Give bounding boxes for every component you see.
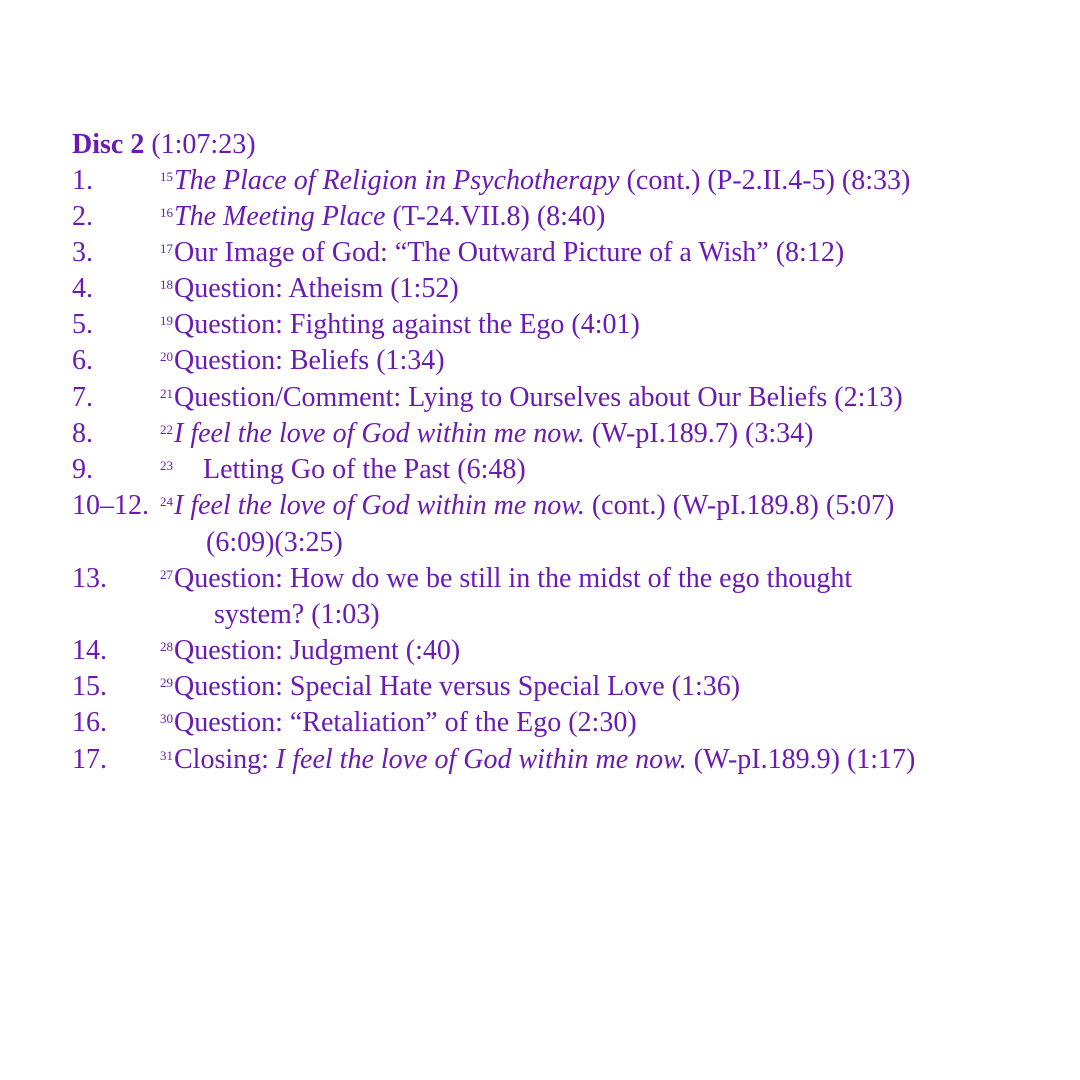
track-text bbox=[160, 562, 852, 596]
track-number: 15. bbox=[72, 671, 107, 702]
track-details: (cont.) (P-2.II.4-5) (8:33) bbox=[619, 165, 911, 196]
footnote-marker: 31 bbox=[160, 748, 173, 763]
track-title: Question/Comment: Lying to Ourselves about Our Beliefs (2:13) bbox=[174, 382, 903, 413]
track-continuation: system? (1:03) bbox=[214, 599, 380, 630]
disc-title: Disc 2 bbox=[72, 129, 145, 160]
track-title: Letting Go of the Past (6:48) bbox=[203, 454, 526, 485]
track-continuation: (6:09)(3:25) bbox=[206, 527, 343, 558]
track-number: 14. bbox=[72, 635, 107, 666]
track-title: Question: “Retaliation” of the Ego (2:30) bbox=[174, 707, 637, 738]
track-text bbox=[160, 381, 903, 415]
track-text bbox=[160, 236, 844, 270]
track-number: 8. bbox=[72, 418, 93, 449]
track-prefix: Closing: bbox=[174, 744, 276, 775]
track-number: 9. bbox=[72, 454, 93, 485]
track-number: 16. bbox=[72, 707, 107, 738]
track-title-italic: The Meeting Place bbox=[174, 201, 386, 232]
track-number: 5. bbox=[72, 309, 93, 340]
track-title: Question: Fighting against the Ego (4:01) bbox=[174, 309, 640, 340]
footnote-marker: 20 bbox=[160, 349, 173, 364]
track-number: 7. bbox=[72, 382, 93, 413]
track-title: Our Image of God: “The Outward Picture of a Wish” (8:12) bbox=[174, 237, 845, 268]
footnote-marker: 30 bbox=[160, 711, 173, 726]
track-text bbox=[160, 417, 813, 451]
track-text bbox=[160, 706, 637, 740]
footnote-marker: 16 bbox=[160, 205, 173, 220]
track-text bbox=[160, 308, 640, 342]
track-number: 2. bbox=[72, 201, 93, 232]
track-title: Question: Beliefs (1:34) bbox=[174, 345, 445, 376]
track-details: (cont.) (W-pI.189.8) (5:07) bbox=[584, 490, 895, 521]
track-text bbox=[160, 634, 460, 668]
footnote-marker: 22 bbox=[160, 422, 173, 437]
track-title-italic: I feel the love of God within me now. bbox=[174, 418, 585, 449]
track-title: Question: How do we be still in the midst of the ego thought bbox=[174, 563, 853, 594]
footnote-marker: 23 bbox=[160, 458, 173, 473]
footnote-marker: 24 bbox=[160, 494, 173, 509]
track-text bbox=[160, 453, 526, 487]
track-title: Question: Special Hate versus Special Love (1:36) bbox=[174, 671, 741, 702]
track-number: 10–12. bbox=[72, 490, 149, 521]
track-title-italic: I feel the love of God within me now. bbox=[174, 490, 585, 521]
track-text bbox=[160, 164, 910, 198]
footnote-marker: 21 bbox=[160, 386, 173, 401]
footnote-marker: 28 bbox=[160, 639, 173, 654]
footnote-marker: 18 bbox=[160, 277, 173, 292]
track-number: 6. bbox=[72, 345, 93, 376]
track-number: 1. bbox=[72, 165, 93, 196]
track-details: (T-24.VII.8) (8:40) bbox=[385, 201, 606, 232]
track-text bbox=[160, 344, 445, 378]
footnote-marker: 17 bbox=[160, 241, 173, 256]
footnote-marker: 15 bbox=[160, 169, 173, 184]
track-text bbox=[160, 670, 740, 704]
track-text bbox=[160, 272, 459, 306]
footnote-marker: 19 bbox=[160, 313, 173, 328]
track-title-italic: I feel the love of God within me now. bbox=[275, 744, 687, 775]
track-number: 13. bbox=[72, 563, 107, 594]
track-text bbox=[160, 489, 894, 523]
track-title: Question: Judgment (:40) bbox=[174, 635, 461, 666]
track-number: 3. bbox=[72, 237, 93, 268]
track-details: (W-pI.189.7) (3:34) bbox=[584, 418, 814, 449]
track-text bbox=[160, 743, 915, 777]
footnote-marker: 29 bbox=[160, 675, 173, 690]
track-number: 17. bbox=[72, 744, 107, 775]
footnote-marker: 27 bbox=[160, 567, 173, 582]
disc-duration: (1:07:23) bbox=[151, 129, 256, 160]
track-title: Question: Atheism (1:52) bbox=[174, 273, 459, 304]
track-text bbox=[160, 200, 605, 234]
track-number: 4. bbox=[72, 273, 93, 304]
track-title-italic: The Place of Religion in Psychotherapy bbox=[174, 165, 620, 196]
track-details: (W-pI.189.9) (1:17) bbox=[686, 744, 916, 775]
